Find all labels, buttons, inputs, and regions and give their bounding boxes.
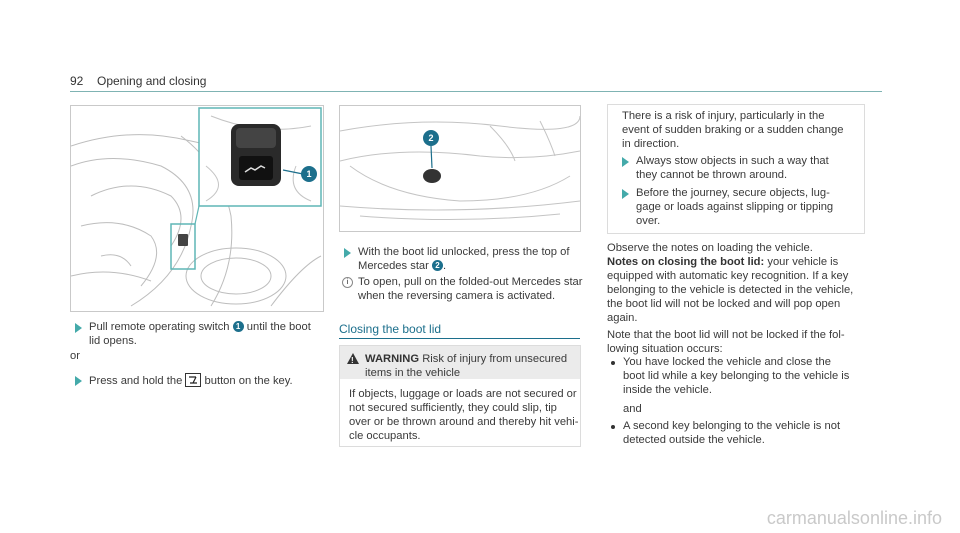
section-title: Closing the boot lid xyxy=(339,322,442,336)
box-line: event of sudden braking or a sudden change xyxy=(622,124,844,136)
door-panel-illustration xyxy=(71,106,323,311)
right-body xyxy=(607,241,867,356)
box-step2 xyxy=(636,186,833,228)
bullet2 xyxy=(623,419,840,447)
warning-line2: items in the vehicle xyxy=(365,367,461,379)
bullet1 xyxy=(623,355,849,416)
boot-lid-key-icon xyxy=(185,373,201,387)
box-step2-line: over. xyxy=(636,215,661,227)
callout-1-icon: 1 xyxy=(233,321,244,332)
warning-body-line: If objects, luggage or loads are not secured or xyxy=(349,388,577,400)
notes-line: equipped with automatic key recognition. If a key xyxy=(607,270,849,282)
left-step1 xyxy=(89,320,311,348)
bullet1-line: inside the vehicle. xyxy=(623,384,712,396)
bullet-icon xyxy=(611,361,615,365)
note2-line: lowing situation occurs: xyxy=(607,343,723,355)
middle-step-line1: With the boot lid unlocked, press the top of xyxy=(358,246,570,258)
step-arrow-icon xyxy=(622,189,629,199)
box-line: in direction. xyxy=(622,138,680,150)
warning-body-line: cle occupants. xyxy=(349,430,421,442)
warning-triangle-icon xyxy=(347,353,359,364)
section-rule xyxy=(339,338,580,339)
box-step1 xyxy=(636,154,829,182)
warning-body-line: not secured sufficiently, they could slip, tip xyxy=(349,402,557,414)
notes-line: belonging to the vehicle is detected in the vehicle, xyxy=(607,284,854,296)
warning-box xyxy=(339,345,581,447)
figure-boot-star xyxy=(339,105,581,232)
callout-2-icon: 2 xyxy=(432,260,443,271)
middle-step: With the boot lid unlocked, press the top of Mercedes star 2 . xyxy=(358,246,570,272)
note2-line: Note that the boot lid will not be locked if the fol- xyxy=(607,329,845,341)
bullet1-line: boot lid while a key belonging to the vehicle is xyxy=(623,370,850,382)
box-intro xyxy=(622,109,843,151)
left-step1-text: Pull remote operating switch xyxy=(89,321,230,333)
warning-body-line: over or be thrown around and thereby hit vehi- xyxy=(349,416,579,428)
middle-info-line2: when the reversing camera is activated. xyxy=(358,290,556,302)
middle-info-line1: To open, pull on the folded-out Mercedes star xyxy=(358,276,583,288)
page-number: 92 xyxy=(70,74,84,88)
warning-body xyxy=(349,387,578,443)
box-step1-line: Always stow objects in such a way that xyxy=(636,155,829,167)
watermark: carmanualsonline.info xyxy=(766,508,942,528)
page-title: Opening and closing xyxy=(97,74,207,88)
notes-tail: your vehicle is xyxy=(767,256,839,268)
notes-title: Notes on closing the boot lid: xyxy=(607,256,765,268)
warning-header xyxy=(340,346,580,379)
left-step2-post: button on the key. xyxy=(204,375,293,387)
left-step1-line2: lid opens. xyxy=(89,335,137,347)
middle-info xyxy=(358,275,583,303)
step-arrow-icon xyxy=(75,376,82,386)
notes-line: the boot lid will not be locked and will pop open xyxy=(607,298,841,310)
and-label: and xyxy=(623,403,642,415)
warning-continuation-box xyxy=(607,104,865,234)
or-label: or xyxy=(70,350,80,362)
info-icon: i xyxy=(342,277,353,288)
bullet2-line: A second key belonging to the vehicle is not xyxy=(623,420,841,432)
left-step2-pre: Press and hold the xyxy=(89,375,183,387)
boot-lid-illustration xyxy=(340,106,580,231)
figure-door-switch xyxy=(70,105,324,312)
bullet2-line: detected outside the vehicle. xyxy=(623,434,765,446)
warning-label: WARNING xyxy=(365,353,420,365)
left-step1-tail: until the boot xyxy=(246,321,311,333)
notes-line: again. xyxy=(607,312,638,324)
header-rule xyxy=(70,91,882,92)
figure2-callout: 2 xyxy=(428,133,434,143)
box-step1-line: they cannot be thrown around. xyxy=(636,169,788,181)
step-arrow-icon xyxy=(344,248,351,258)
figure1-callout: 1 xyxy=(306,169,312,179)
bullet1-line: You have locked the vehicle and close the xyxy=(623,356,831,368)
bullet-icon xyxy=(611,425,615,429)
step-arrow-icon xyxy=(75,323,82,333)
warning-heading xyxy=(365,352,567,380)
middle-step-line2: Mercedes star xyxy=(358,260,429,272)
step-arrow-icon xyxy=(622,157,629,167)
warning-line1: Risk of injury from unsecured xyxy=(422,353,568,365)
box-step2-line: Before the journey, secure objects, lug- xyxy=(636,187,830,199)
left-step2 xyxy=(89,373,293,388)
box-step2-line: gage or loads against slipping or tipping xyxy=(636,201,834,213)
observe-line: Observe the notes on loading the vehicle. xyxy=(607,242,813,254)
box-line: There is a risk of injury, particularly in the xyxy=(622,110,825,122)
